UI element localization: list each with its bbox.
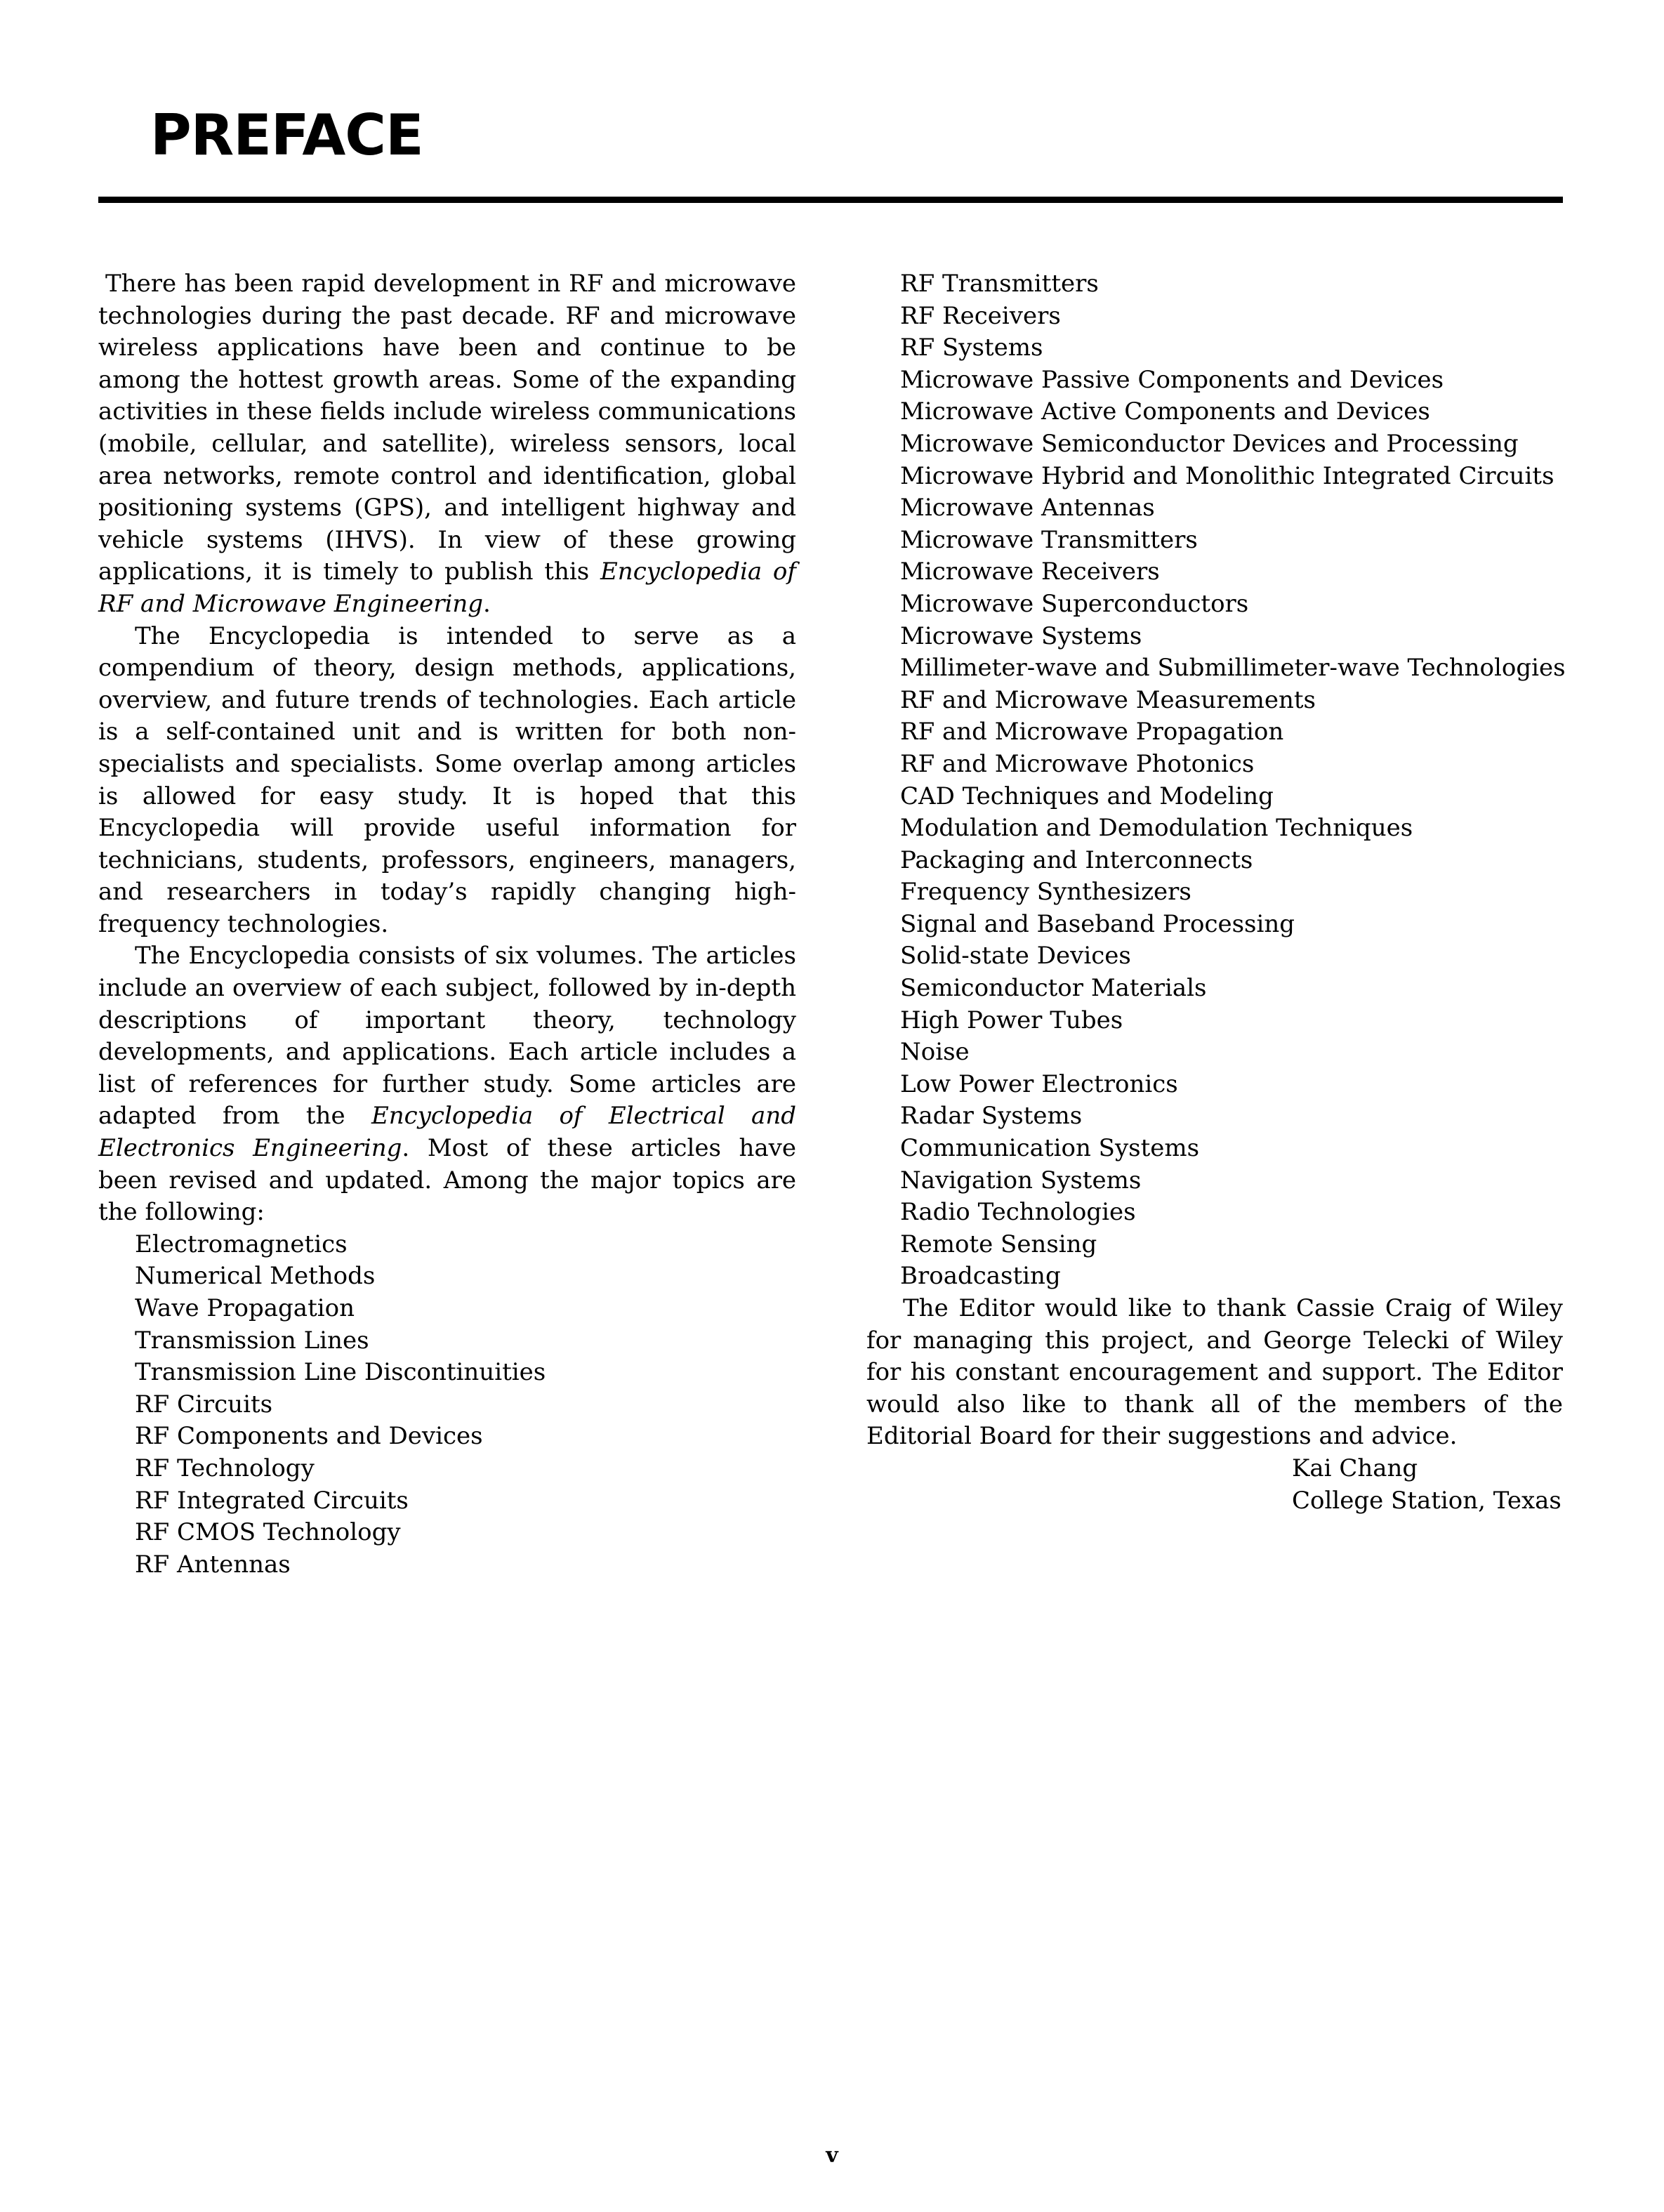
list-item: RF Circuits [135,1390,273,1418]
list-item: RF Antennas [135,1550,291,1579]
list-item: RF and Microwave Measurements [900,685,1316,714]
intro-paragraph-2: The Encyclopedia is intended to serve as a compendium of theory, design methods, applications, overview, and future trends of technologies. Each article is a self-contained unit and is written for both non-specialists and specialists. Some overlap among articles is allowed for easy study. It is hoped that this Encyclopedia will provide useful information for technicians, students, professors, engineers, managers, and researchers in today’s rapidly changing high-frequency technologies. [98,621,796,938]
list-item: Microwave Superconductors [900,589,1249,618]
list-item: RF Systems [900,334,1043,362]
page-title: PREFACE [150,103,423,168]
author-location: College Station, Texas [1292,1486,1561,1515]
list-item: Microwave Semiconductor Devices and Processing [900,429,1519,458]
right-column [866,268,1566,1517]
intro-paragraph-1 [98,268,796,621]
intro-paragraph-3-end: . Most of these articles have been revised and updated. Among the major topics are the following: [98,1134,796,1227]
topic-list-right [866,268,1566,1293]
list-item: Microwave Transmitters [900,525,1198,554]
list-item: Radar Systems [900,1102,1083,1131]
author-name: Kai Chang [1292,1454,1418,1482]
list-item: Broadcasting [900,1262,1061,1291]
list-item: Numerical Methods [135,1262,376,1291]
list-item: Frequency Synthesizers [900,878,1191,907]
list-item: Radio Technologies [900,1198,1136,1227]
list-item: Semiconductor Materials [900,974,1207,1003]
list-item: Microwave Antennas [900,494,1155,522]
list-item: Navigation Systems [900,1166,1142,1194]
list-item: Communication Systems [900,1134,1200,1163]
list-item: High Power Tubes [900,1006,1123,1034]
list-item: Noise [900,1038,970,1067]
acknowledgements-paragraph: The Editor would like to thank Cassie Craig of Wiley for managing this project, and George Telecki of Wiley for his constant encouragement and support. The Editor would also like to thank all of the members of the Editorial Board for their suggestions and advice. [866,1294,1563,1451]
list-item: Modulation and Demodulation Techniques [900,814,1413,843]
page-number: v [826,2143,838,2168]
list-item: RF Integrated Circuits [135,1486,409,1515]
list-item: Signal and Baseband Processing [900,909,1295,938]
list-item: Microwave Receivers [900,558,1160,586]
intro-paragraph-3 [98,940,796,1228]
list-item: Wave Propagation [135,1294,355,1322]
intro-paragraph-1-end: . [482,589,491,618]
list-item: Transmission Line Discontinuities [135,1358,546,1387]
title-rule [98,197,1563,203]
list-item: CAD Techniques and Modeling [900,782,1274,810]
list-item: Microwave Passive Components and Devices [900,365,1444,394]
intro-paragraph-3-text: The Encyclopedia consists of six volumes. The articles include an overview of each subject, followed by in-depth descriptions of important theory, technology developments, and applications. Each article includes a list of references for further study. Some articles are adapted from the [98,942,796,1131]
list-item: Transmission Lines [135,1326,369,1355]
topic-list-left [98,1229,796,1581]
list-item: RF Transmitters [900,270,1099,298]
list-item: Packaging and Interconnects [900,845,1253,874]
source-encyclopedia-title: Encyclopedia of Electrical and Electronics Engineering [98,1102,796,1163]
list-item: Microwave Systems [900,621,1142,650]
list-item: RF Components and Devices [135,1422,483,1451]
list-item: Microwave Active Components and Devices [900,397,1430,426]
list-item: Electromagnetics [135,1230,348,1258]
list-item: RF Receivers [900,301,1061,330]
list-item: Millimeter-wave and Submillimeter-wave Technologies [900,654,1566,683]
list-item: RF CMOS Technology [135,1518,401,1547]
list-item: RF and Microwave Propagation [900,718,1284,746]
list-item: Remote Sensing [900,1230,1097,1258]
list-item: RF Technology [135,1454,315,1482]
list-item: Solid-state Devices [900,942,1131,970]
encyclopedia-title: Encyclopedia of RF and Microwave Engineering [98,558,796,618]
left-column [98,268,796,1581]
list-item: RF and Microwave Photonics [900,749,1255,778]
list-item: Microwave Hybrid and Monolithic Integrated Circuits [900,461,1554,490]
intro-paragraph-1-text: There has been rapid development in RF and microwave technologies during the past decade. RF and microwave wireless applications have been and continue to be among the hottest growth areas. Some of the expanding activities in these fields include wireless communications (mobile, cellular, and satellite), wireless sensors, local area networks, remote control and identification, global positioning systems (GPS), and intelligent highway and vehicle systems (IHVS). In view of these growing applications, it is timely to publish this [98,270,796,586]
list-item: Low Power Electronics [900,1069,1178,1098]
